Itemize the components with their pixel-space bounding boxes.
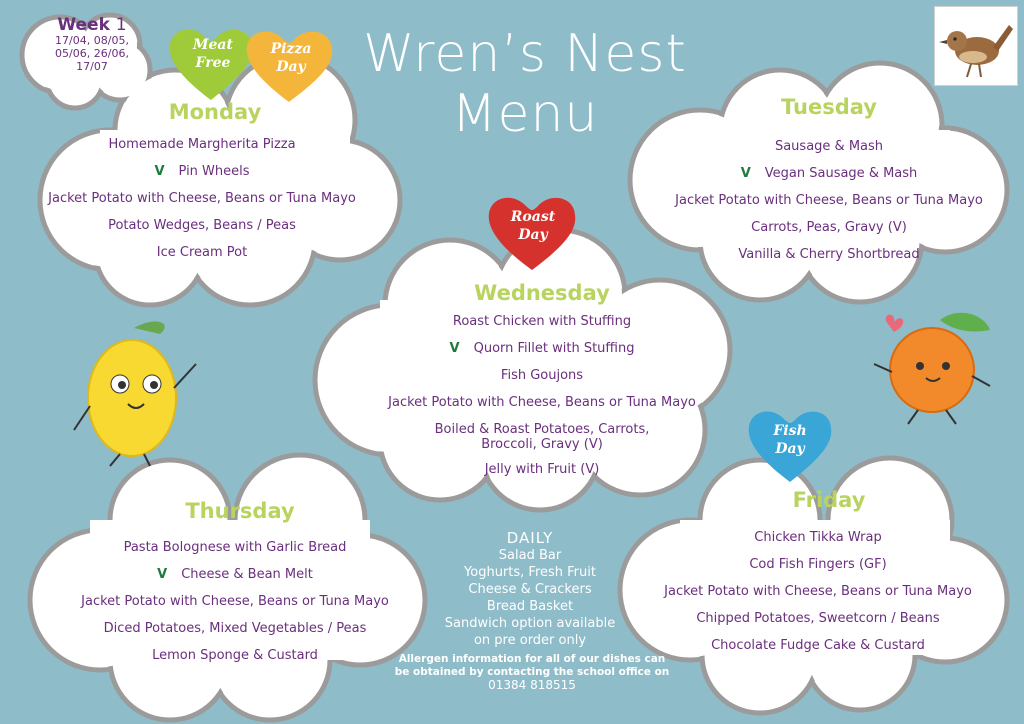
pizza-day-label: Pizza Day <box>270 41 312 75</box>
daily-heading: DAILY <box>506 529 554 547</box>
lemon-character-icon <box>64 318 204 468</box>
vegetarian-marker: V <box>157 567 168 582</box>
tuesday-menu <box>668 139 990 274</box>
wednesday-heading: Wednesday <box>474 281 610 305</box>
menu-item: Jacket Potato with Cheese, Beans or Tuna Mayo <box>388 395 696 410</box>
menu-item: Vanilla & Cherry Shortbread <box>738 247 920 262</box>
daily-item: Sandwich option available on pre order only <box>444 616 616 648</box>
menu-item: V Cheese & Bean Melt <box>157 567 313 582</box>
allergen-phone: 01384 818515 <box>488 678 576 692</box>
daily-item: Bread Basket <box>486 599 574 614</box>
meat-free-label: Meat Free <box>193 37 233 71</box>
menu-item: Boiled & Roast Potatoes, Carrots, Broccoli, Gravy (V) <box>434 422 650 452</box>
vegetarian-marker: V <box>154 164 165 179</box>
thursday-menu <box>70 540 400 675</box>
menu-item: Jacket Potato with Cheese, Beans or Tuna Mayo <box>48 191 356 206</box>
wren-image <box>934 6 1018 86</box>
menu-item: Chipped Potatoes, Sweetcorn / Beans <box>696 611 940 626</box>
week-info <box>42 16 142 73</box>
daily-item: Cheese & Crackers <box>468 582 592 597</box>
vegetarian-marker: V <box>449 341 460 356</box>
menu-item: Chicken Tikka Wrap <box>754 530 882 545</box>
allergen-info <box>392 653 672 692</box>
title-line-2: Menu <box>451 84 599 144</box>
roast-day-label: Roast Day <box>510 209 556 243</box>
friday-menu <box>658 530 978 665</box>
menu-item: Jelly with Fruit (V) <box>484 462 600 477</box>
menu-item: Jacket Potato with Cheese, Beans or Tuna Mayo <box>675 193 983 208</box>
menu-item: Pasta Bolognese with Garlic Bread <box>123 540 347 555</box>
wednesday-menu <box>382 314 702 489</box>
menu-item: Sausage & Mash <box>774 139 884 154</box>
menu-item: Chocolate Fudge Cake & Custard <box>711 638 925 653</box>
week-label: Week 1 <box>57 15 127 35</box>
menu-item: Carrots, Peas, Gravy (V) <box>751 220 907 235</box>
menu-item: Jacket Potato with Cheese, Beans or Tuna Mayo <box>81 594 389 609</box>
menu-item: Fish Goujons <box>500 368 584 383</box>
week-dates: 17/04, 08/05, 05/06, 26/06, 17/07 <box>55 34 129 73</box>
menu-item: V Quorn Fillet with Stuffing <box>449 341 635 356</box>
orange-character-icon <box>866 300 1001 430</box>
menu-item: Lemon Sponge & Custard <box>152 648 318 663</box>
monday-heading: Monday <box>168 100 262 124</box>
menu-item: V Vegan Sausage & Mash <box>740 166 918 181</box>
wren-bird-icon <box>935 7 1017 85</box>
allergen-text: Allergen information for all of our dishes can be obtained by contacting the school office on <box>394 653 670 678</box>
daily-section <box>400 530 660 649</box>
menu-item: Ice Cream Pot <box>156 245 248 260</box>
daily-item: Yoghurts, Fresh Fruit <box>464 565 596 580</box>
week-number: 1 <box>115 15 127 35</box>
menu-item: Cod Fish Fingers (GF) <box>749 557 887 572</box>
menu-item: Jacket Potato with Cheese, Beans or Tuna Mayo <box>664 584 972 599</box>
daily-item: Salad Bar <box>498 548 562 563</box>
menu-item: Homemade Margherita Pizza <box>108 137 296 152</box>
title-line-1: Wren’s Nest <box>363 24 687 84</box>
menu-item: Diced Potatoes, Mixed Vegetables / Peas <box>103 621 367 636</box>
menu-title <box>360 24 690 144</box>
tuesday-heading: Tuesday <box>781 95 877 119</box>
friday-heading: Friday <box>792 488 866 512</box>
fish-day-label: Fish Day <box>773 423 807 457</box>
menu-item: V Pin Wheels <box>154 164 250 179</box>
monday-menu <box>42 137 362 272</box>
menu-item: Roast Chicken with Stuffing <box>452 314 632 329</box>
vegetarian-marker: V <box>740 166 751 181</box>
thursday-heading: Thursday <box>185 499 295 523</box>
menu-item: Potato Wedges, Beans / Peas <box>108 218 296 233</box>
